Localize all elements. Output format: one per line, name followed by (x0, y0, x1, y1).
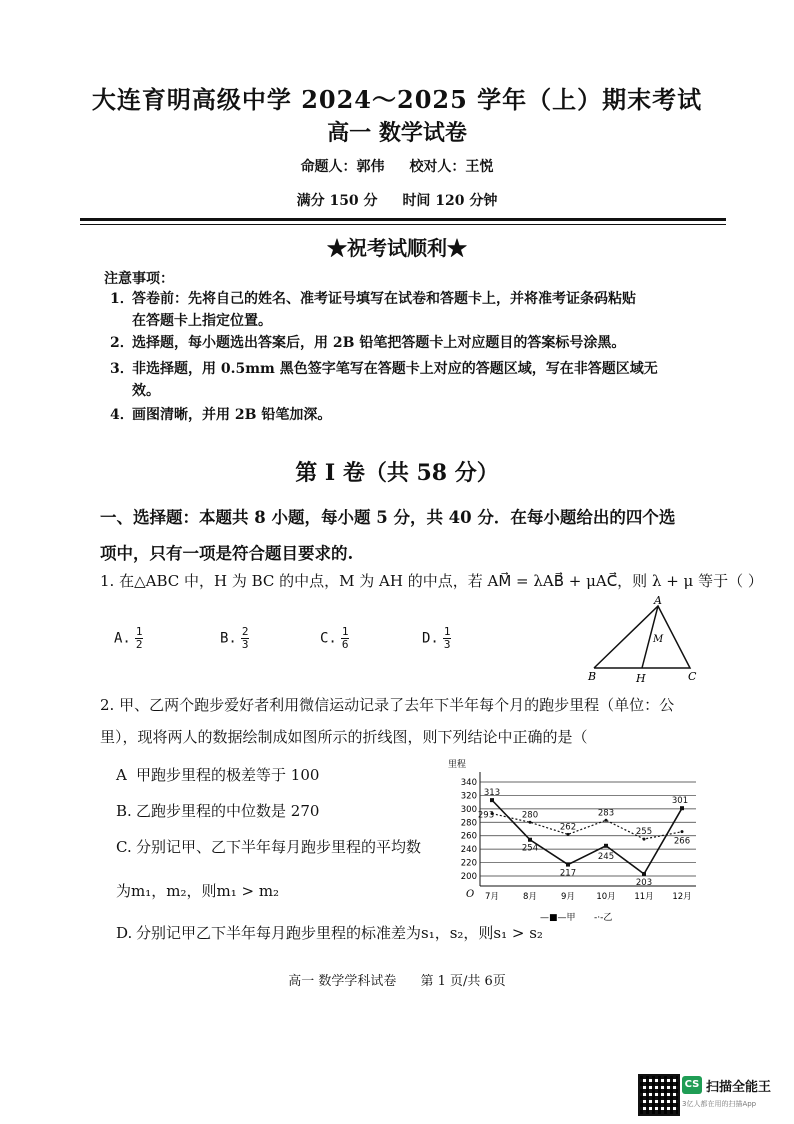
q2-text-line1: 2. 甲、乙两个跑步爱好者利用微信运动记录了去年下半年每个月的跑步里程（单位：公 (100, 696, 675, 714)
q2-option-c (116, 836, 421, 857)
option-text: 甲跑步里程的极差等于 100 (136, 766, 320, 784)
numerator: 1 (443, 625, 451, 638)
label-m: M (653, 634, 664, 645)
notice-number: 2． (110, 335, 134, 351)
y-tick-label: 240 (460, 845, 477, 856)
section-intro-line: 项中，只有一项是符合题目要求的. (100, 544, 354, 563)
data-label: 245 (597, 851, 615, 862)
data-point-yi (643, 838, 646, 841)
x-tick-label: 12月 (672, 892, 692, 902)
data-point-yi (567, 833, 570, 836)
series-line-yi (492, 814, 682, 840)
q1-option-c (320, 626, 349, 651)
data-label: 217 (559, 868, 577, 879)
y-tick-label: 200 (460, 872, 477, 882)
q2-option-a (116, 764, 319, 785)
option-letter: B. (220, 630, 237, 647)
notice-text-cont: 在答题卡上指定位置。 (132, 313, 272, 329)
numerator: 1 (135, 625, 143, 638)
author: 命题人：郭伟 (300, 159, 385, 175)
data-point-yi (605, 819, 608, 822)
camscanner-logo-icon: CS (682, 1076, 702, 1094)
scanner-app-name: 扫描全能王 (706, 1080, 772, 1095)
option-letter: D. (422, 630, 439, 647)
option-text: 分别记甲、乙下半年每月跑步里程的平均数 (136, 838, 422, 856)
y-tick-label: 280 (460, 818, 477, 829)
data-point-jia (604, 844, 608, 848)
q1-option-d (422, 626, 451, 651)
x-tick-label: 7月 (485, 892, 499, 902)
notice-item (110, 404, 710, 426)
option-fraction (135, 626, 144, 651)
option-fraction (443, 626, 452, 651)
data-label: 254 (521, 843, 539, 854)
option-letter: A (116, 766, 127, 784)
x-tick-label: 9月 (561, 892, 575, 902)
notice-text: 非选择题，用 0.5mm 黑色签字笔写在答题卡上对应的答题区域，写在非答题区域无 (132, 361, 658, 377)
data-point-jia (680, 806, 684, 810)
header-divider-thick (80, 218, 726, 221)
data-label: 293 (477, 810, 495, 821)
y-tick-label: 260 (460, 831, 477, 842)
legend-jia: —■—甲 (540, 913, 576, 923)
score-time-line (0, 190, 794, 210)
blessing-banner: ★祝考试顺利★ (327, 236, 467, 260)
x-tick-label: 10月 (596, 892, 616, 902)
data-point-jia (642, 872, 646, 876)
q1-text: 1. 在△ABC 中，H 为 BC 的中点，M 为 AH 的中点，若 AM⃗ = λAB⃗ + μAC⃗，则 λ + μ 等于（ ） (100, 572, 763, 590)
notice-item (110, 358, 710, 402)
notice-text-cont: 效。 (132, 383, 160, 399)
notice-number: 3． (110, 361, 134, 377)
q2-option-d (116, 922, 543, 943)
section-intro-line: 一、选择题：本题共 8 小题，每小题 5 分，共 40 分．在每小题给出的四个选 (100, 508, 676, 527)
data-label: 262 (559, 822, 577, 833)
option-fraction (241, 626, 250, 651)
option-text-cont: 为m₁，m₂，则m₁ > m₂ (116, 882, 280, 900)
option-letter: D. (116, 924, 133, 942)
y-tick-label: 340 (460, 778, 477, 788)
data-point-yi (681, 830, 684, 833)
section-title: 第 I 卷（共 58 分） (295, 460, 499, 486)
triangle-abc (594, 606, 690, 668)
label-a: A (654, 596, 662, 607)
notice-item (110, 288, 710, 332)
numerator: 1 (341, 625, 349, 638)
option-letter: B. (116, 802, 132, 820)
option-fraction (341, 626, 350, 651)
option-text: 分别记甲乙下半年每月跑步里程的标准差为s₁，s₂，则s₁ > s₂ (136, 924, 543, 942)
page-footer (0, 970, 794, 989)
label-h: H (636, 672, 646, 685)
section-intro (100, 500, 720, 572)
legend-yi: -·-乙 (594, 913, 613, 923)
denominator: 6 (341, 638, 349, 651)
y-tick-label: 320 (460, 791, 477, 802)
data-label: 266 (673, 836, 691, 847)
x-tick-label: 8月 (523, 892, 537, 902)
data-label: 255 (635, 827, 653, 838)
q1-option-b (220, 626, 249, 651)
data-point-jia (566, 863, 570, 867)
checker: 校对人：王悦 (409, 159, 494, 175)
data-label: 280 (521, 810, 539, 821)
y-tick-label: 300 (460, 804, 477, 815)
denominator: 3 (443, 638, 451, 651)
exam-subtitle: 高一 数学试卷 (327, 120, 467, 146)
y-axis-label: 里程 (448, 760, 467, 770)
notice-item (110, 332, 710, 354)
x-tick-label: 11月 (634, 892, 654, 902)
exam-title: 大连育明高级中学 2024～2025 学年（上）期末考试 (91, 85, 703, 114)
q1-option-a (114, 626, 143, 651)
exam-time: 时间 120 分钟 (402, 193, 498, 209)
y-tick-label: 220 (460, 858, 477, 869)
header-divider-thin (80, 224, 726, 225)
data-point-jia (490, 798, 494, 802)
label-b: B (588, 670, 597, 683)
full-score: 满分 150 分 (296, 193, 378, 209)
triangle-figure (580, 596, 700, 686)
data-label: 313 (483, 788, 501, 799)
numerator: 2 (241, 625, 249, 638)
notice-text: 答卷前：先将自己的姓名、准考证号填写在试卷和答题卡上，并将准考证条码粘贴 (132, 291, 636, 307)
notice-heading: 注意事项： (104, 271, 174, 287)
data-label: 203 (635, 877, 653, 888)
notice-number: 1． (110, 291, 134, 307)
notice-number: 4． (110, 407, 134, 423)
mileage-line-chart (444, 756, 708, 924)
data-label: 283 (597, 808, 615, 819)
notice-text: 选择题，每小题选出答案后，用 2B 铅笔把答题卡上对应题目的答案标号涂黑。 (132, 335, 626, 351)
q2-text-line2: 里），现将两人的数据绘制成如图所示的折线图，则下列结论中正确的是（ (100, 728, 588, 746)
option-text: 乙跑步里程的中位数是 270 (136, 802, 320, 820)
denominator: 3 (241, 638, 249, 651)
qr-code-icon (638, 1074, 680, 1116)
label-c: C (688, 670, 697, 683)
authors-line (0, 156, 794, 176)
footer-page-number: 第 1 页/共 6页 (420, 974, 506, 989)
origin-label: O (466, 889, 475, 900)
denominator: 2 (135, 638, 143, 651)
data-point-jia (528, 838, 532, 842)
option-letter: C. (320, 630, 337, 647)
scanner-app-tagline: 3亿人都在用的扫描App (682, 1100, 757, 1108)
option-letter: C. (116, 838, 132, 856)
option-letter: A. (114, 630, 131, 647)
notice-text: 画图清晰，并用 2B 铅笔加深。 (132, 407, 332, 423)
data-point-yi (529, 821, 532, 824)
data-label: 301 (671, 796, 689, 807)
q2-option-b (116, 800, 319, 821)
q2-option-c-cont (116, 880, 279, 901)
footer-subject: 高一 数学学科试卷 (288, 974, 397, 989)
